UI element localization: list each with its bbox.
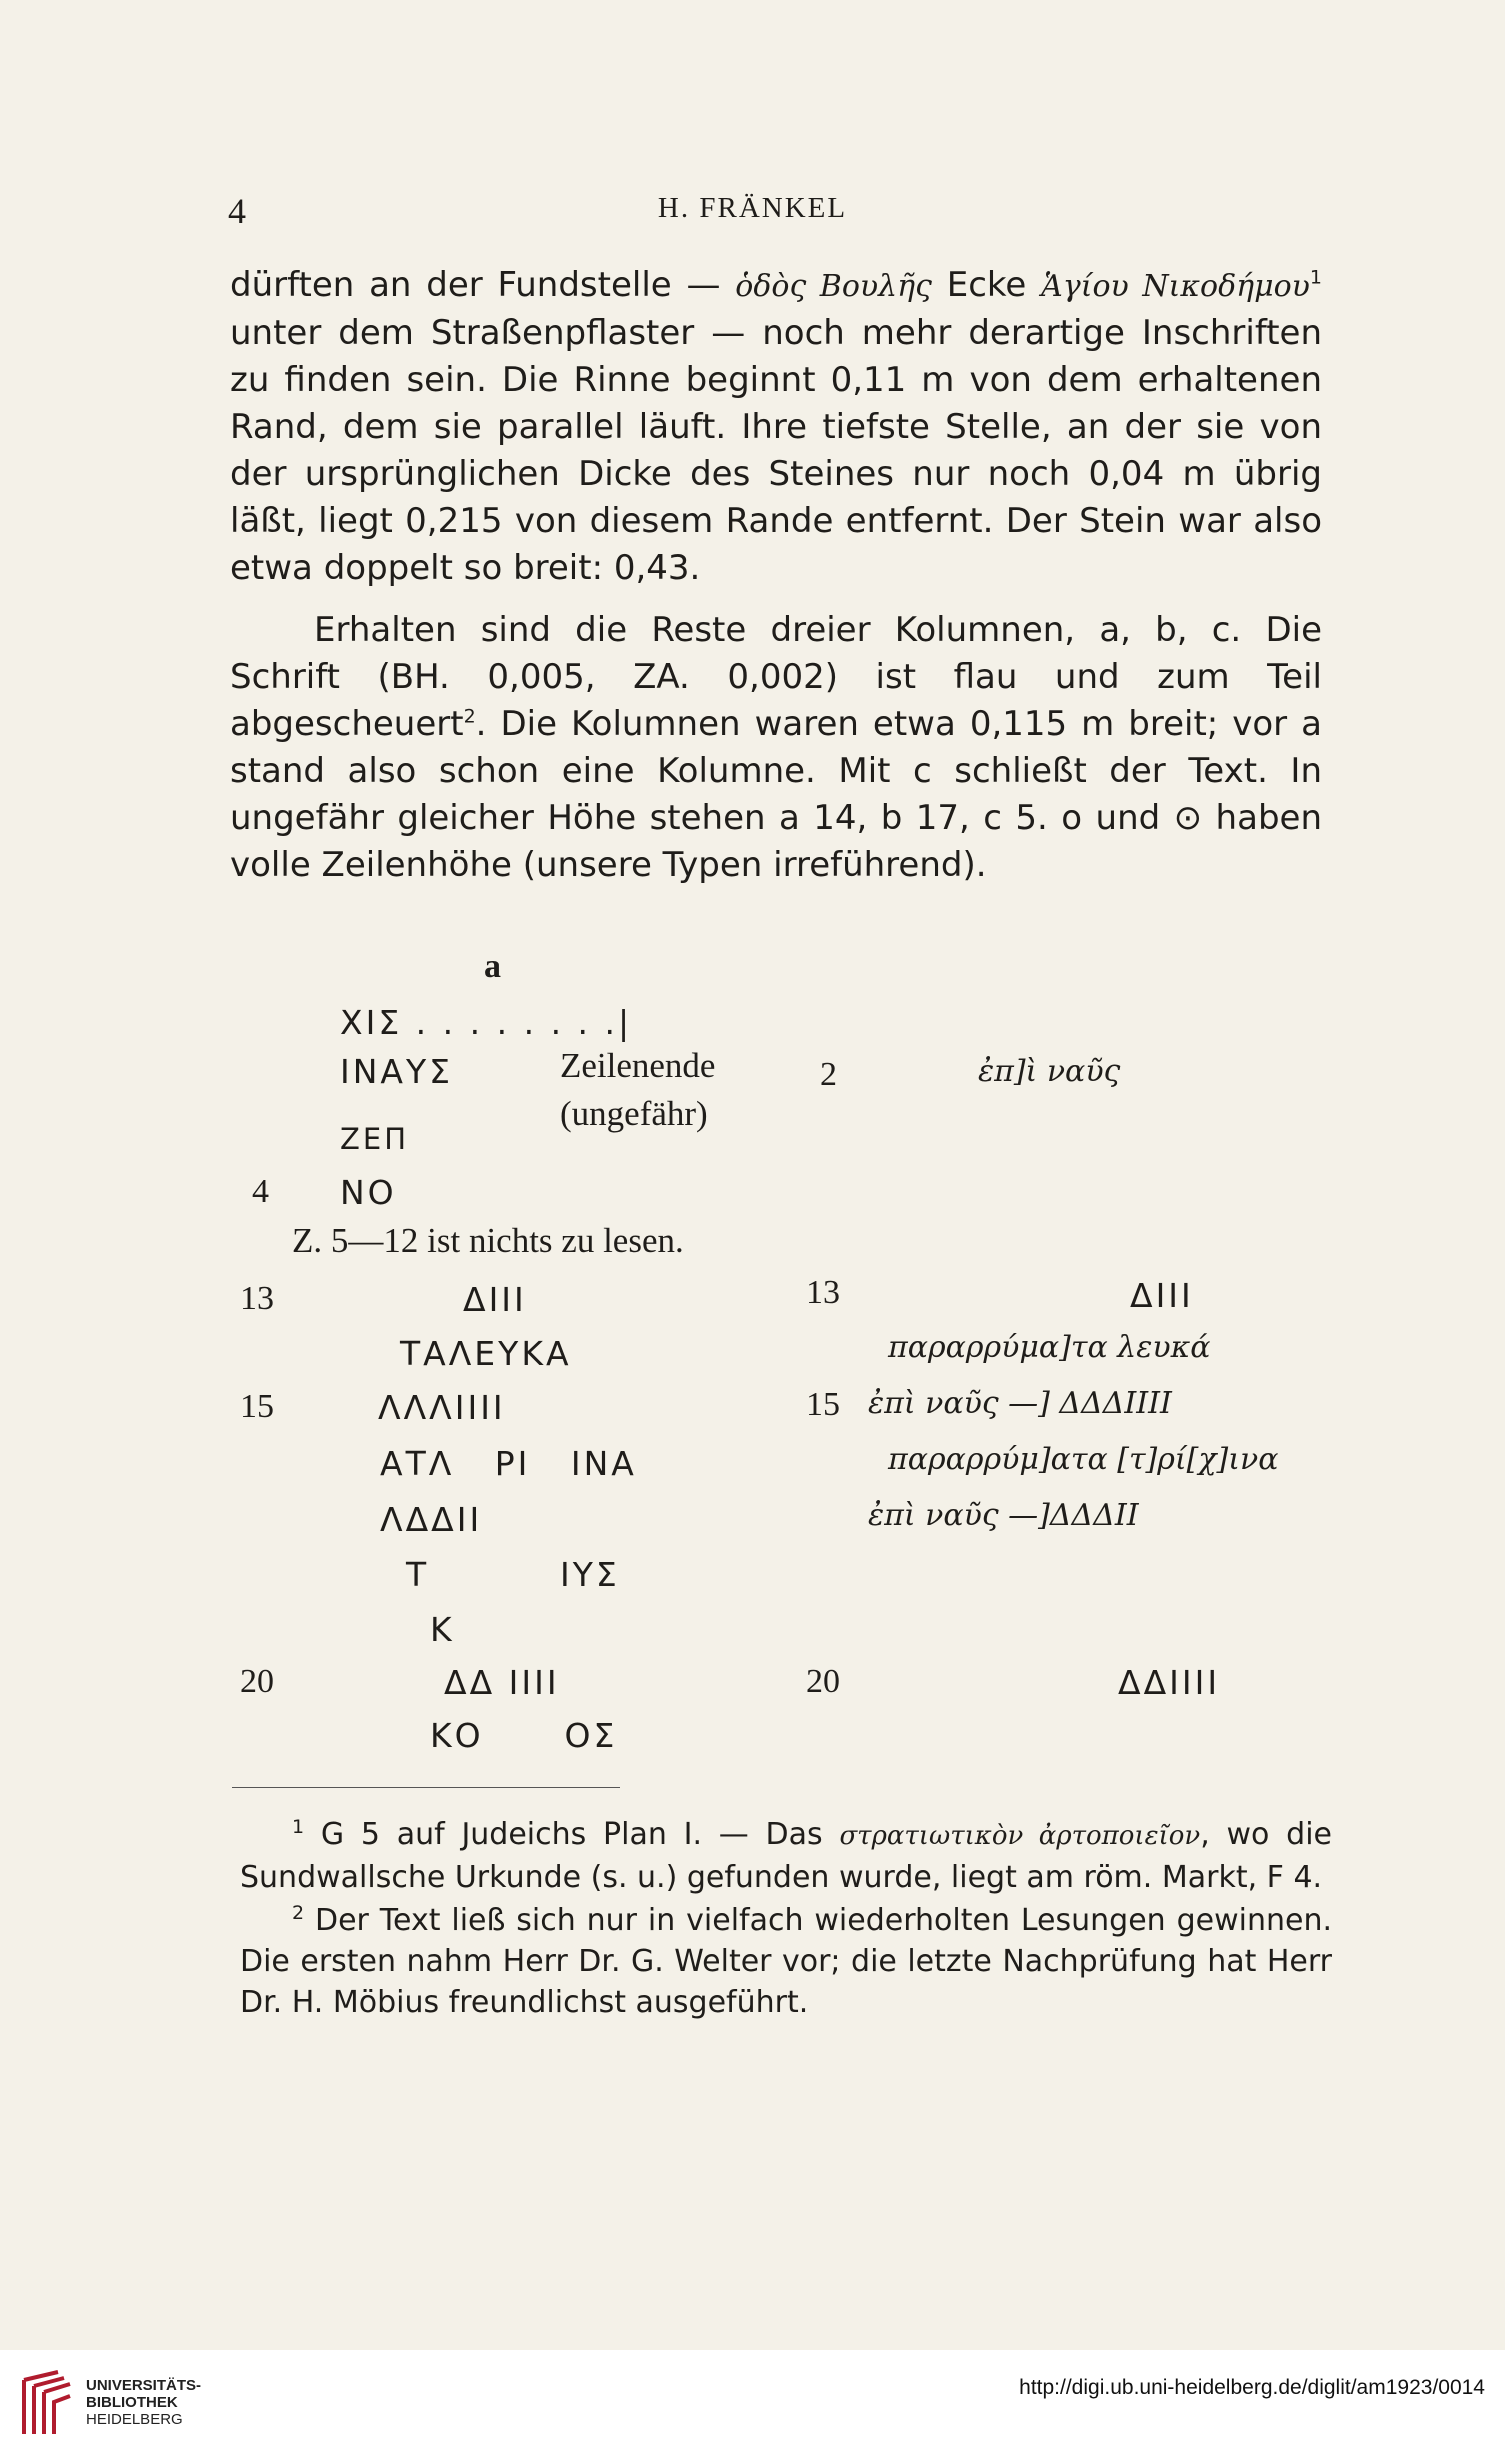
footnote-1-text-a: G 5 auf Judeichs Plan I. — Das [304, 1817, 840, 1852]
footer-bar [0, 2350, 1505, 2459]
footnote-1-text-b: , wo die Sundwallsche Urkunde (s. u.) gefunden wurde, liegt am röm. Markt, F 4. [240, 1817, 1332, 1895]
paragraph-1-text-a: dürften an der Fundstelle — [230, 265, 736, 305]
footnote-1-marker: 1 [292, 1816, 305, 1838]
restoration-line-14: παραρρύμα]τα λευκά [888, 1330, 1211, 1365]
paragraph-1-text-c: unter dem Straßenpflaster — noch mehr derartige Inschriften zu finden sein. Die Rinne beginnt 0,11 m von dem erhaltenen Rand, dem sie parallel läuft. Ihre tiefste Stelle, an der sie von der ursprünglichen Dicke des Steines nur noch 0,04 m übrig läßt, liegt 0,215 von diesem Rande entfernt. Der Stein war also etwa doppelt so breit: 0,43. [230, 313, 1322, 588]
inscription-line-20: ΔΔ ΙΙΙΙ [444, 1663, 560, 1702]
inscription-line-15: ΛΛΛΙΙΙΙ [378, 1388, 506, 1427]
footnote-2-marker: 2 [292, 1902, 305, 1924]
library-name-line-3: HEIDELBERG [86, 2411, 183, 2428]
column-label-a: a [484, 948, 501, 985]
library-name-line-1: UNIVERSITÄTS- [86, 2377, 202, 2394]
line-number-15-left: 15 [240, 1388, 274, 1425]
footnote-ref-1[interactable]: 1 [1309, 266, 1322, 289]
gap-note: Z. 5—12 ist nichts zu lesen. [292, 1221, 684, 1260]
inscription-line-2: ΙΝΑΥΣ [340, 1052, 454, 1091]
inscription-line-13: ΔΙΙΙ [463, 1280, 527, 1319]
paragraph-2 [230, 607, 1322, 889]
footnote-1 [240, 1814, 1332, 1898]
greek-street-name: ὁδὸς Βουλῆς [735, 269, 932, 304]
inscription-line-1: ΧΙΣ . . . . . . . .| [340, 1003, 633, 1042]
footnote-ref-2[interactable]: 2 [463, 705, 476, 728]
inscription-line-17: ΛΔΔΙΙ [380, 1500, 483, 1539]
inscription-line-3: ΖΕΠ [340, 1122, 409, 1156]
inscription-line-21: ΚΟ ΟΣ [430, 1716, 618, 1755]
running-header: H. FRÄNKEL [657, 192, 848, 224]
greek-church-name: Ἁγίου Νικοδήμου [1041, 269, 1310, 304]
line-number-13-right: 13 [806, 1274, 840, 1311]
paragraph-2-text-a: Erhalten sind die Reste dreier Kolumnen, a, b, c. Die Schrift (BH. 0,005, ZA. 0,002) ist flau und zum Teil abgescheuert [230, 610, 1322, 744]
paragraph-2-text-b: . Die Kolumnen waren etwa 0,115 m breit; vor a stand also schon eine Kolumne. Mit c schließt der Text. In ungefähr gleicher Höhe stehen a 14, b 17, c 5. ο und ⊙ haben volle Zeilenhöhe (unsere Typen irreführend). [230, 704, 1322, 885]
note-ungefaehr: (ungefähr) [560, 1094, 708, 1133]
inscription-line-16: ΑΤΛ ΡΙ ΙΝΑ [380, 1444, 637, 1483]
restoration-line-20: ΔΔΙΙΙΙ [1118, 1663, 1221, 1702]
line-number-13-left: 13 [240, 1280, 274, 1317]
line-number-15-right: 15 [806, 1386, 840, 1423]
inscription-line-14: ΤΑΛΕΥΚΑ [400, 1334, 572, 1373]
inscription-line-18a: Τ [406, 1555, 430, 1594]
line-number-4: 4 [252, 1173, 269, 1210]
library-name [86, 2377, 201, 2428]
note-zeilenende: Zeilenende [560, 1046, 716, 1085]
footnote-divider [232, 1787, 620, 1788]
restoration-line-17: ἐπὶ ναῦς —]ΔΔΔΙΙ [868, 1498, 1139, 1533]
page-number: 4 [228, 191, 246, 231]
restoration-line-13: ΔΙΙΙ [1130, 1276, 1194, 1315]
paragraph-1 [230, 262, 1322, 592]
restoration-line-2: ἐπ]ὶ ναῦς [978, 1054, 1121, 1089]
inscription-line-18b: ΙΥΣ [560, 1555, 620, 1594]
paragraph-1-text-b: Ecke [931, 265, 1042, 305]
restoration-line-16: παραρρύμ]ατα [τ]ρί[χ]ινα [888, 1442, 1279, 1477]
line-number-20-left: 20 [240, 1663, 274, 1700]
line-number-2-right: 2 [820, 1056, 837, 1093]
line-number-20-right: 20 [806, 1663, 840, 1700]
restoration-line-15: ἐπὶ ναῦς —] ΔΔΔΙΙΙΙ [868, 1386, 1172, 1421]
footnote-2-text: Der Text ließ sich nur in vielfach wiederholten Lesungen gewinnen. Die ersten nahm Herr Dr. G. Welter vor; die letzte Nachprüfung hat Herr Dr. H. Möbius freundlichst ausgeführt. [240, 1903, 1332, 2020]
inscription-line-19: Κ [430, 1610, 455, 1649]
footnote-1-greek: στρατιωτικὸν ἀρτοποιεῖον [839, 1821, 1201, 1851]
ub-heidelberg-logo-icon[interactable] [18, 2368, 74, 2440]
footnote-2 [240, 1900, 1332, 2023]
inscription-line-4: ΝΟ [340, 1173, 397, 1212]
source-url-link[interactable]: http://digi.ub.uni-heidelberg.de/diglit/am1923/0014 [1019, 2376, 1485, 2399]
library-name-line-2: BIBLIOTHEK [86, 2394, 178, 2411]
